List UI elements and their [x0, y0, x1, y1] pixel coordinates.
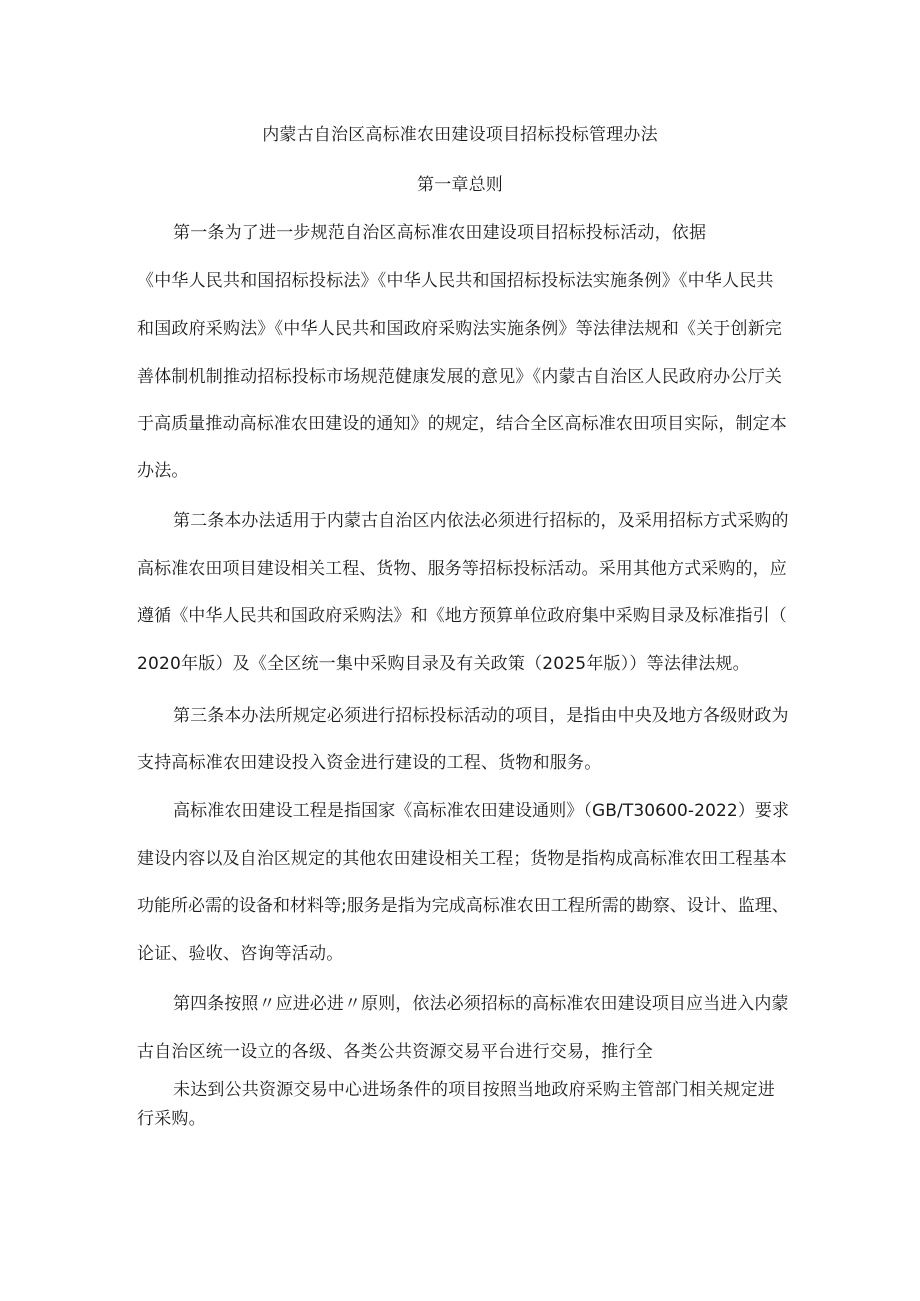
definitions-line-1: 高标准农田建设工程是指国家《高标准农田建设通则》（GB/T30600-2022）要求 — [173, 801, 790, 821]
article-4-line-4: 行采购。 — [137, 1109, 206, 1129]
document-title: 内蒙古自治区高标准农田建设项目招标投标管理办法 — [262, 125, 658, 145]
article-3-line-2: 支持高标准农田建设投入资金进行建设的工程、货物和服务。 — [137, 753, 602, 773]
definitions-line-4: 论证、验收、咨询等活动。 — [137, 944, 344, 964]
article-1-line-1: 第一条为了进一步规范自治区高标准农田建设项目招标投标活动，依据 — [173, 223, 707, 243]
definitions-line-3: 功能所必需的设备和材料等;服务是指为完成高标准农田工程所需的勘察、设计、监理、 — [137, 896, 789, 916]
article-4-line-3: 未达到公共资源交易中心进场条件的项目按照当地政府采购主管部门相关规定进 — [173, 1080, 775, 1100]
article-2-line-3: 遵循《中华人民共和国政府采购法》和《地方预算单位政府集中采购目录及标准指引（ — [137, 606, 787, 626]
chapter-heading: 第一章总则 — [417, 175, 503, 195]
article-1-line-6: 办法。 — [137, 461, 189, 481]
article-1-line-5: 于高质量推动高标准农田建设的通知》的规定，结合全区高标准农田项目实际，制定本 — [137, 414, 787, 434]
article-2-line-1: 第二条本办法适用于内蒙古自治区内依法必须进行招标的，及采用招标方式采购的 — [173, 511, 789, 531]
article-4-line-1: 第四条按照〃应进必进〃原则，依法必须招标的高标准农田建设项目应当进入内蒙 — [173, 994, 789, 1014]
article-1-line-4: 善体制机制推动招标投标市场规范健康发展的意见》《内蒙古自治区人民政府办公厅关 — [137, 367, 783, 387]
article-2-line-2: 高标准农田项目建设相关工程、货物、服务等招标投标活动。采用其他方式采购的，应 — [137, 559, 787, 579]
definitions-line-2: 建设内容以及自治区规定的其他农田建设相关工程；货物是指构成高标准农田工程基本 — [137, 849, 787, 869]
article-4-line-2: 古自治区统一设立的各级、各类公共资源交易平台进行交易，推行全 — [137, 1042, 653, 1062]
article-1-line-2: 《中华人民共和国招标投标法》《中华人民共和国招标投标法实施条例》《中华人民共 — [137, 271, 774, 291]
article-1-line-3: 和国政府采购法》《中华人民共和国政府采购法实施条例》等法律法规和《关于创新完 — [137, 319, 783, 339]
article-3-line-1: 第三条本办法所规定必须进行招标投标活动的项目，是指由中央及地方各级财政为 — [173, 706, 789, 726]
article-2-line-4: 2020年版）及《全区统一集中采购目录及有关政策（2025年版））等法律法规。 — [137, 654, 750, 674]
